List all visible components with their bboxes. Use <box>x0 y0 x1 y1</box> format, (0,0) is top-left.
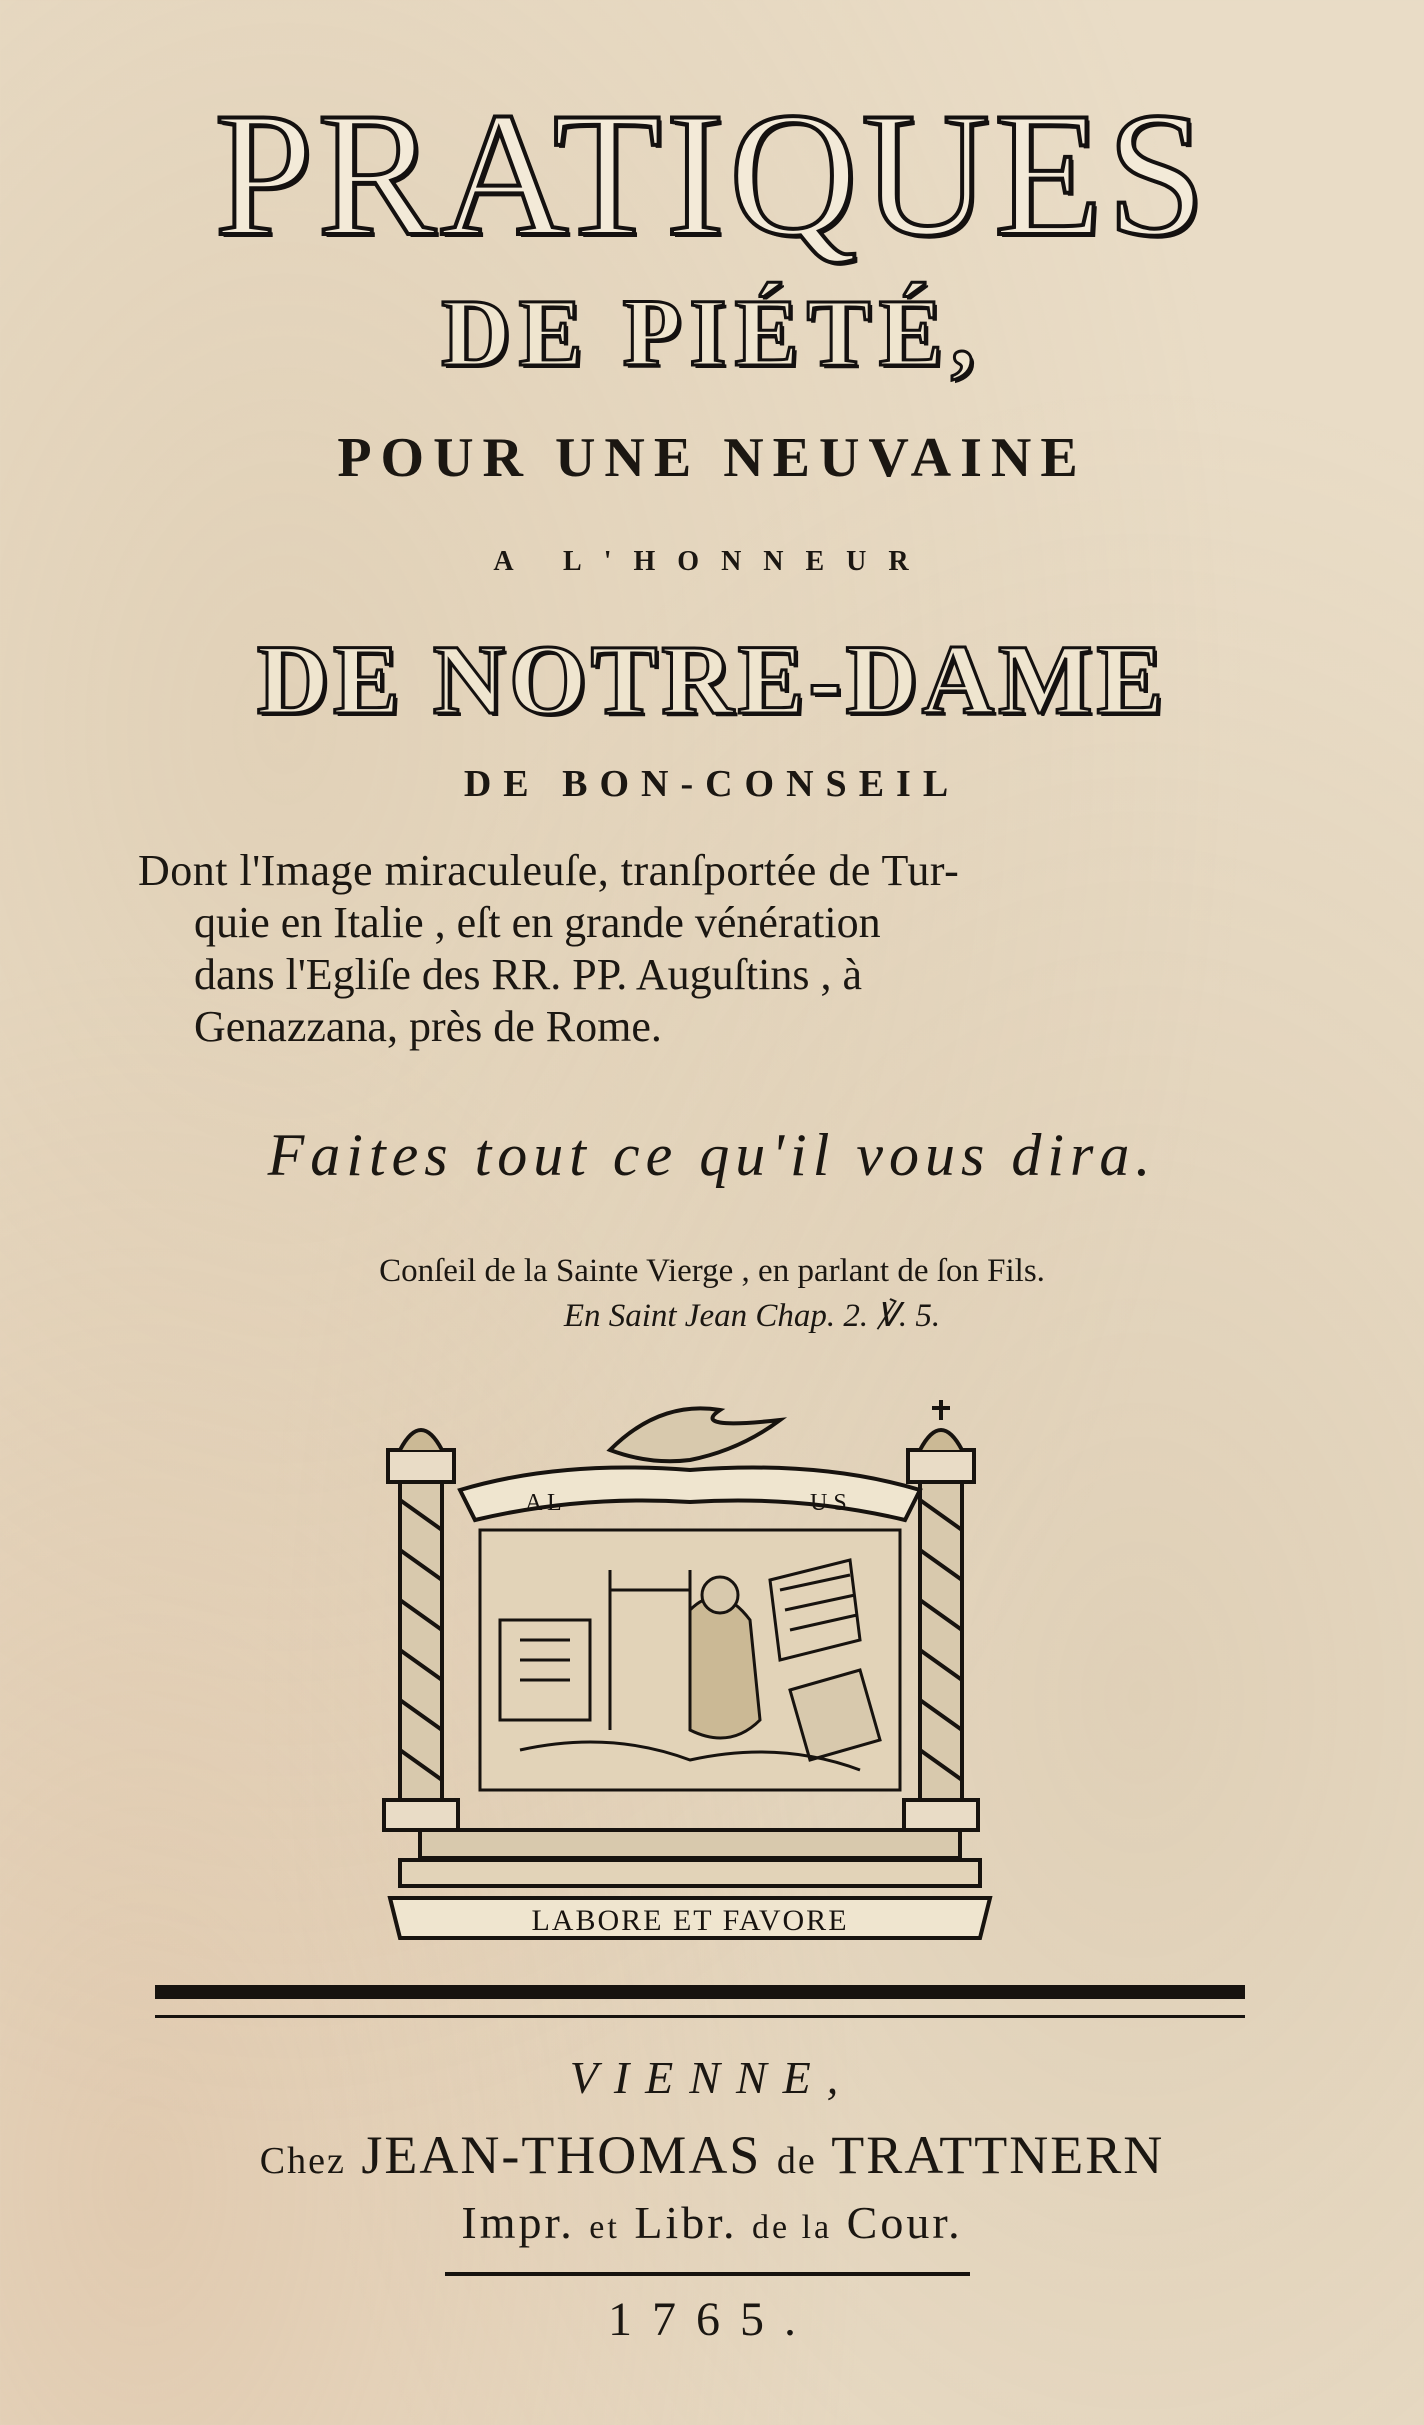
description-line: quie en Italie , eſt en grande vénération <box>194 898 881 947</box>
description-line: Dont l'Image miraculeuſe, tranſportée de Tur- <box>138 846 960 895</box>
imprint-printer-surname: TRATTNERN <box>831 2125 1165 2185</box>
emblem-banner-left: A L <box>525 1490 562 1516</box>
motto-reference: En Saint Jean Chap. 2. ℣. 5. <box>563 1298 941 1334</box>
motto-source: Conſeil de la Sainte Vierge , en parlant de ſon Fils. <box>379 1253 1045 1289</box>
title-line-notre-dame: DE NOTRE-DAME <box>256 624 1168 735</box>
description-paragraph <box>138 845 1238 1053</box>
title-line-neuvaine: POUR UNE NEUVAINE <box>337 427 1087 489</box>
divider-thin <box>155 2015 1245 2018</box>
imprint-year: 1765. <box>608 2293 816 2346</box>
imprint-city: VIENNE, <box>569 2052 855 2103</box>
imprint-de-la: de la <box>752 2209 833 2246</box>
divider-thick <box>155 1985 1245 1999</box>
imprint-printer <box>0 2125 1424 2185</box>
imprint-role <box>0 2197 1424 2248</box>
imprint-impr: Impr. <box>461 2197 575 2248</box>
imprint-de: de <box>776 2140 817 2182</box>
imprint-cour: Cour. <box>846 2197 963 2248</box>
title-line-pratiques: PRATIQUES <box>214 75 1210 273</box>
emblem-motto: LABORE ET FAVORE <box>531 1904 849 1937</box>
title-line-honneur: A L'HONNEUR <box>493 546 931 577</box>
description-line: Genazzana, près de Rome. <box>194 1002 662 1051</box>
emblem-banner-right: U S <box>810 1490 847 1516</box>
title-line-bon-conseil: DE BON-CONSEIL <box>463 763 961 805</box>
imprint-libr: Libr. <box>634 2197 738 2248</box>
description-line: dans l'Egliſe des RR. PP. Auguſtins , à <box>194 950 862 999</box>
imprint-printer-name: JEAN-THOMAS <box>361 2125 762 2185</box>
printer-device-emblem <box>360 1390 1020 1950</box>
divider-short <box>445 2272 970 2276</box>
imprint-et: et <box>589 2209 620 2246</box>
title-line-de-piete: DE PIÉTÉ, <box>441 279 983 386</box>
motto: Faites tout ce qu'il vous dira. <box>267 1122 1157 1188</box>
imprint-chez: Chez <box>259 2140 346 2182</box>
